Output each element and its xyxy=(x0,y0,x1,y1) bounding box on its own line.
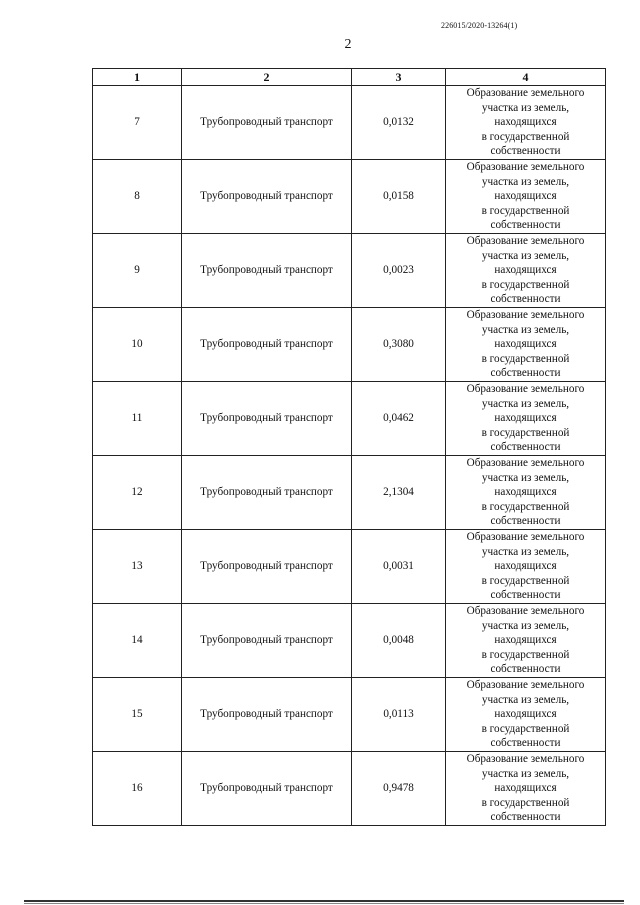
table-row xyxy=(93,382,606,456)
basis-cell: Образование земельного участка из земель, находящихся в государственной собственности xyxy=(446,382,606,456)
table-row xyxy=(93,752,606,826)
area-cell: 0,3080 xyxy=(352,308,446,382)
area-cell: 0,0132 xyxy=(352,86,446,160)
basis-cell: Образование земельного участка из земель, находящихся в государственной собственности xyxy=(446,86,606,160)
row-number-cell: 13 xyxy=(93,530,182,604)
column-header-3: 3 xyxy=(352,69,446,86)
table-row xyxy=(93,530,606,604)
basis-cell: Образование земельного участка из земель, находящихся в государственной собственности xyxy=(446,604,606,678)
header-row xyxy=(93,69,606,86)
purpose-cell: Трубопроводный транспорт xyxy=(182,604,352,678)
basis-cell: Образование земельного участка из земель, находящихся в государственной собственности xyxy=(446,752,606,826)
table-row xyxy=(93,456,606,530)
table-row xyxy=(93,234,606,308)
area-cell: 2,1304 xyxy=(352,456,446,530)
purpose-cell: Трубопроводный транспорт xyxy=(182,86,352,160)
row-number-cell: 11 xyxy=(93,382,182,456)
area-cell: 0,9478 xyxy=(352,752,446,826)
bottom-scan-line xyxy=(24,900,624,902)
row-number-cell: 7 xyxy=(93,86,182,160)
table-row xyxy=(93,308,606,382)
row-number-cell: 14 xyxy=(93,604,182,678)
purpose-cell: Трубопроводный транспорт xyxy=(182,382,352,456)
column-header-4: 4 xyxy=(446,69,606,86)
row-number-cell: 10 xyxy=(93,308,182,382)
column-header-1: 1 xyxy=(93,69,182,86)
basis-cell: Образование земельного участка из земель, находящихся в государственной собственности xyxy=(446,456,606,530)
area-cell: 0,0113 xyxy=(352,678,446,752)
purpose-cell: Трубопроводный транспорт xyxy=(182,456,352,530)
basis-cell: Образование земельного участка из земель, находящихся в государственной собственности xyxy=(446,530,606,604)
area-cell: 0,0023 xyxy=(352,234,446,308)
row-number-cell: 9 xyxy=(93,234,182,308)
row-number-cell: 8 xyxy=(93,160,182,234)
table-header xyxy=(93,69,606,86)
page-number: 2 xyxy=(344,37,352,52)
purpose-cell: Трубопроводный транспорт xyxy=(182,308,352,382)
land-plots-table xyxy=(92,68,606,826)
purpose-cell: Трубопроводный транспорт xyxy=(182,678,352,752)
table-row xyxy=(93,86,606,160)
row-number-cell: 16 xyxy=(93,752,182,826)
basis-cell: Образование земельного участка из земель, находящихся в государственной собственности xyxy=(446,234,606,308)
document-registration-number: 226015/2020-13264(1) xyxy=(441,21,518,30)
area-cell: 0,0158 xyxy=(352,160,446,234)
purpose-cell: Трубопроводный транспорт xyxy=(182,752,352,826)
area-cell: 0,0048 xyxy=(352,604,446,678)
area-cell: 0,0031 xyxy=(352,530,446,604)
basis-cell: Образование земельного участка из земель, находящихся в государственной собственности xyxy=(446,160,606,234)
table-row xyxy=(93,160,606,234)
table-row xyxy=(93,604,606,678)
row-number-cell: 15 xyxy=(93,678,182,752)
table-row xyxy=(93,678,606,752)
basis-cell: Образование земельного участка из земель, находящихся в государственной собственности xyxy=(446,308,606,382)
table-body xyxy=(93,86,606,826)
purpose-cell: Трубопроводный транспорт xyxy=(182,530,352,604)
area-cell: 0,0462 xyxy=(352,382,446,456)
column-header-2: 2 xyxy=(182,69,352,86)
purpose-cell: Трубопроводный транспорт xyxy=(182,160,352,234)
purpose-cell: Трубопроводный транспорт xyxy=(182,234,352,308)
basis-cell: Образование земельного участка из земель, находящихся в государственной собственности xyxy=(446,678,606,752)
bottom-scan-line-thin xyxy=(24,903,624,904)
row-number-cell: 12 xyxy=(93,456,182,530)
